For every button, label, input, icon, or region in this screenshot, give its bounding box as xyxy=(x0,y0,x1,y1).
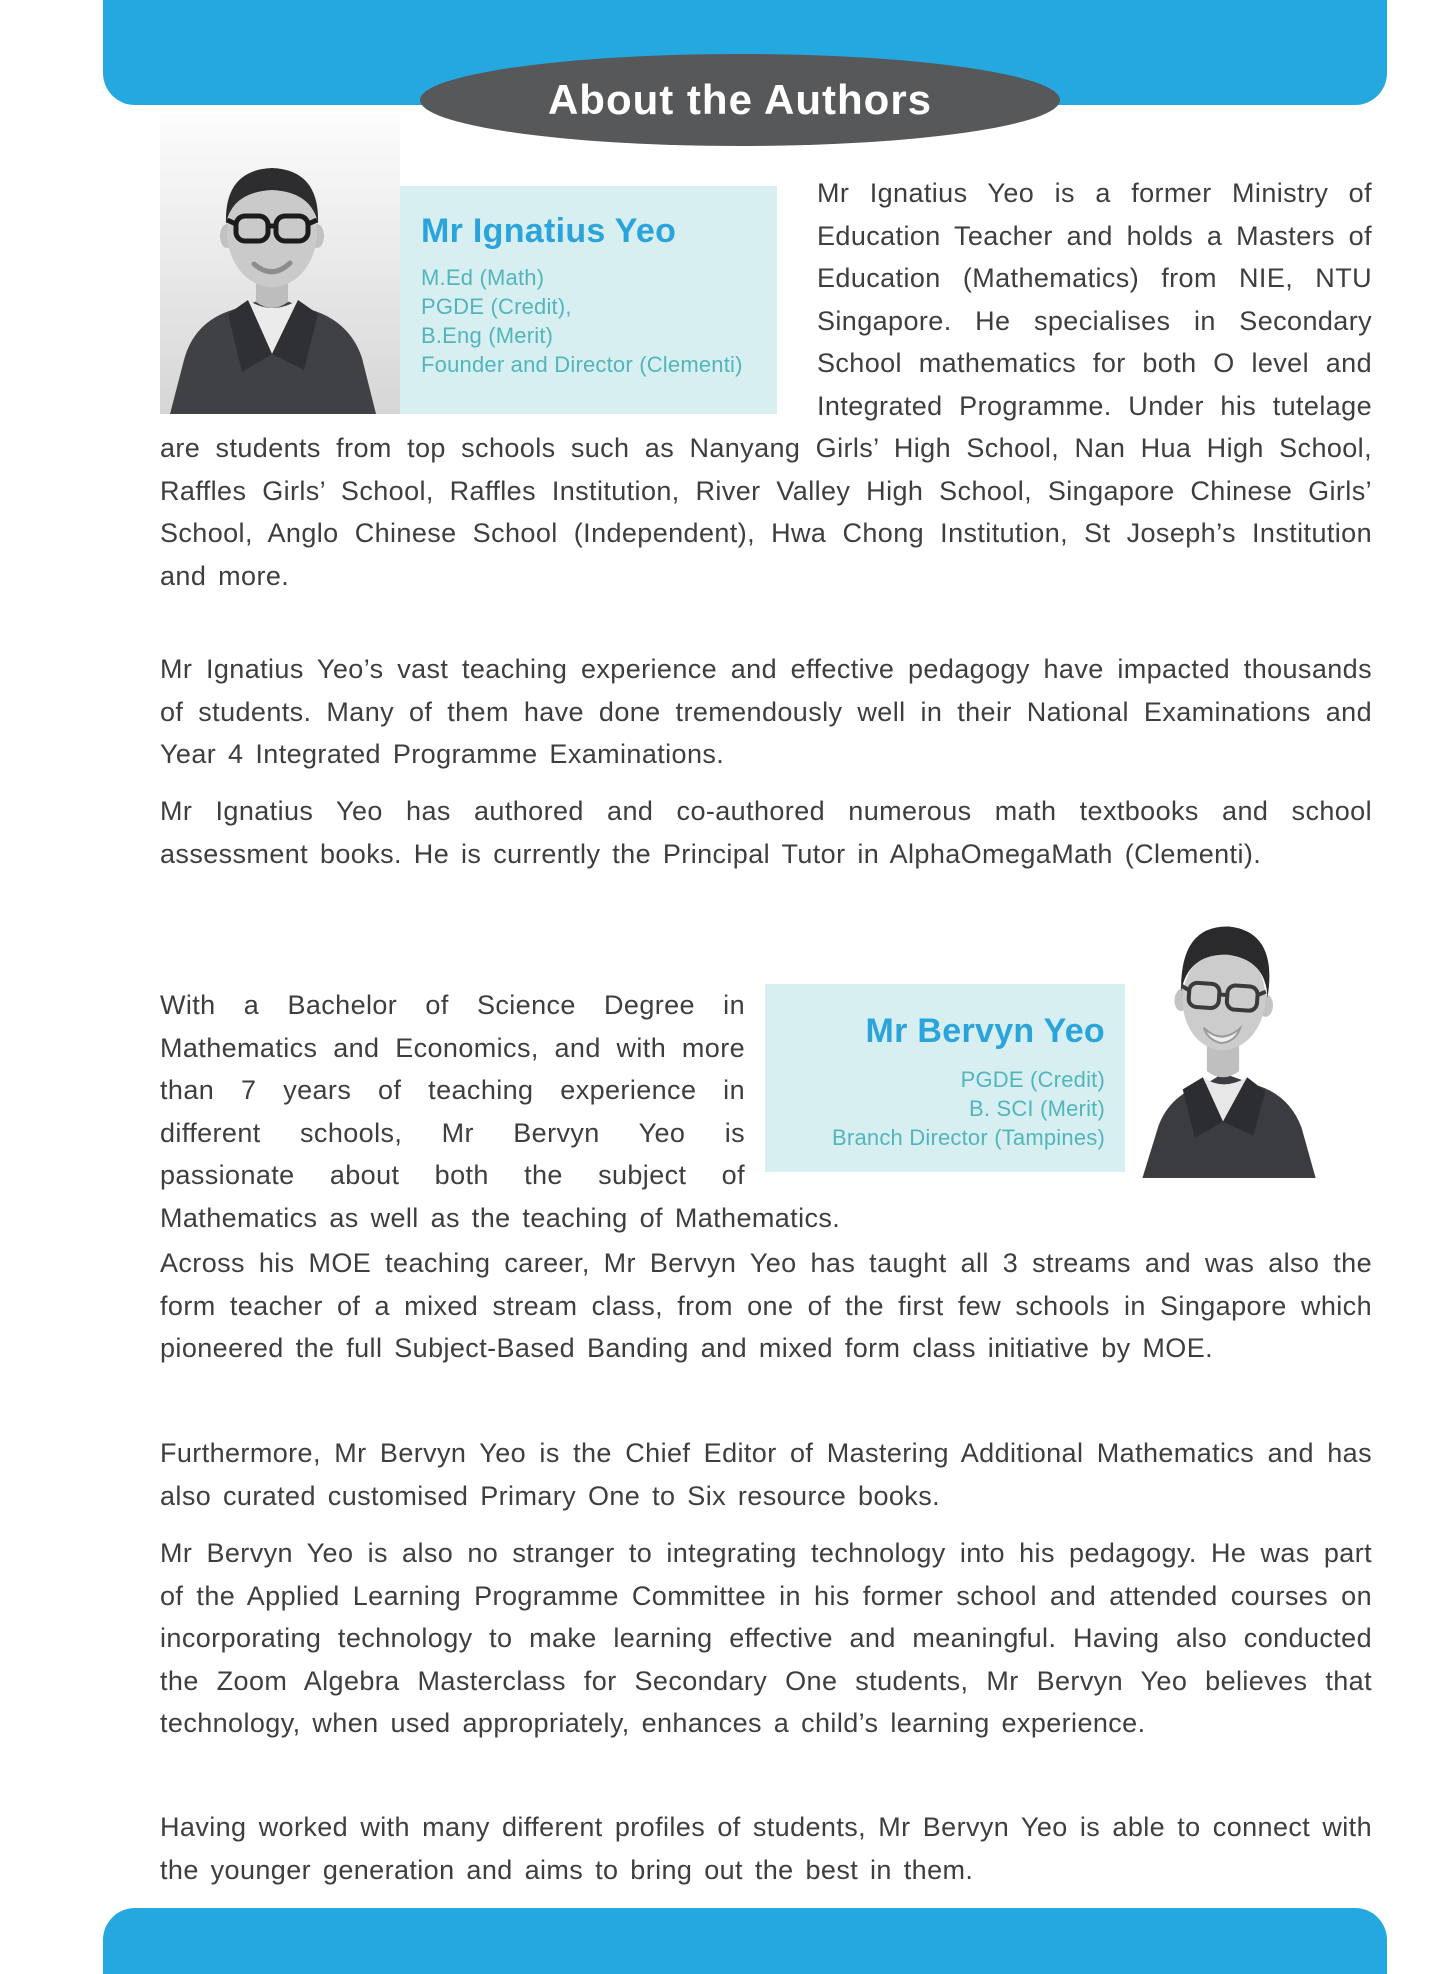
author-name-bervyn: Mr Bervyn Yeo xyxy=(865,1012,1105,1050)
credential-line: Founder and Director (Clementi) xyxy=(421,352,743,377)
paragraph-bervyn-students xyxy=(160,1806,1372,1891)
author-card-ignatius xyxy=(395,186,777,414)
paragraph-bervyn-moe-career xyxy=(160,1242,1372,1370)
page-title: About the Authors xyxy=(547,76,933,123)
credential-line: B.Eng (Merit) xyxy=(421,323,554,348)
bottom-border-band xyxy=(103,1908,1387,1974)
paragraph-text: Mr Ignatius Yeo is a former Ministry of Education Teacher and holds a Masters of Education (Mathematics) from NIE, NTU Singapore. He specialises in Secondary School mathematics for both O level and Integrated Programme. Under his tutelage are students from top schools such as Nanyang Girls’ High School, Nan Hua High School, Raffles Girls’ School, Raffles Institution, River Valley High School, Singapore Chinese Girls’ School, Anglo Chinese School (Independent), Hwa Chong Institution, St Joseph’s Institution and more. xyxy=(160,178,1372,591)
paragraph-bervyn-editor xyxy=(160,1432,1372,1517)
paragraph-text: With a Bachelor of Science Degree in Mathematics and Economics, and with more than 7 years of teaching experience in different schools, Mr Bervyn Yeo is passionate about both the subject of Mathematics as well as the teaching of Mathematics. xyxy=(160,990,841,1233)
paragraph-text: Furthermore, Mr Bervyn Yeo is the Chief Editor of Mastering Additional Mathematics and has also curated customised Primary One to Six resource books. xyxy=(160,1438,1372,1511)
paragraph-bervyn-technology xyxy=(160,1532,1372,1745)
paragraph-text: Across his MOE teaching career, Mr Bervyn Yeo has taught all 3 streams and was also the form teacher of a mixed stream class, from one of the first few schools in Singapore which pioneered the full Subject-Based Banding and mixed form class initiative by MOE. xyxy=(160,1248,1372,1363)
credential-line: M.Ed (Math) xyxy=(421,265,545,290)
paragraph-ignatius-books xyxy=(160,790,1372,875)
author-card-bervyn xyxy=(765,984,1125,1172)
credential-line: PGDE (Credit), xyxy=(421,294,572,319)
credential-line: PGDE (Credit) xyxy=(960,1067,1105,1092)
paragraph-ignatius-experience xyxy=(160,648,1372,776)
credential-line: B. SCI (Merit) xyxy=(968,1096,1105,1121)
portrait-man-glasses-blazer-icon xyxy=(1118,886,1330,1178)
paragraph-text: Having worked with many different profiles of students, Mr Bervyn Yeo is able to connect with the younger generation and aims to bring out the best in them. xyxy=(160,1812,1372,1885)
paragraph-text: Mr Bervyn Yeo is also no stranger to integrating technology into his pedagogy. He was part of the Applied Learning Programme Committee in his former school and attended courses on incorporating technology to make learning effective and meaningful. Having also conducted the Zoom Algebra Masterclass for Secondary One students, Mr Bervyn Yeo believes that technology, when used appropriately, enhances a child’s learning experience. xyxy=(160,1538,1372,1738)
author-photo-bervyn xyxy=(1118,886,1330,1178)
credential-line: Branch Director (Tampines) xyxy=(832,1125,1105,1150)
author-photo-ignatius xyxy=(160,113,400,415)
paragraph-text: Mr Ignatius Yeo’s vast teaching experience and effective pedagogy have impacted thousands of students. Many of them have done tremendously well in their National Examinations and Year 4 Integrated Programme Examinations. xyxy=(160,654,1372,769)
portrait-man-glasses-suit-icon xyxy=(160,113,400,415)
page-title-banner xyxy=(420,54,1060,146)
author-name-ignatius: Mr Ignatius Yeo xyxy=(421,212,677,250)
paragraph-text: Mr Ignatius Yeo has authored and co-authored numerous math textbooks and school assessment books. He is currently the Principal Tutor in AlphaOmegaMath (Clementi). xyxy=(160,796,1372,869)
